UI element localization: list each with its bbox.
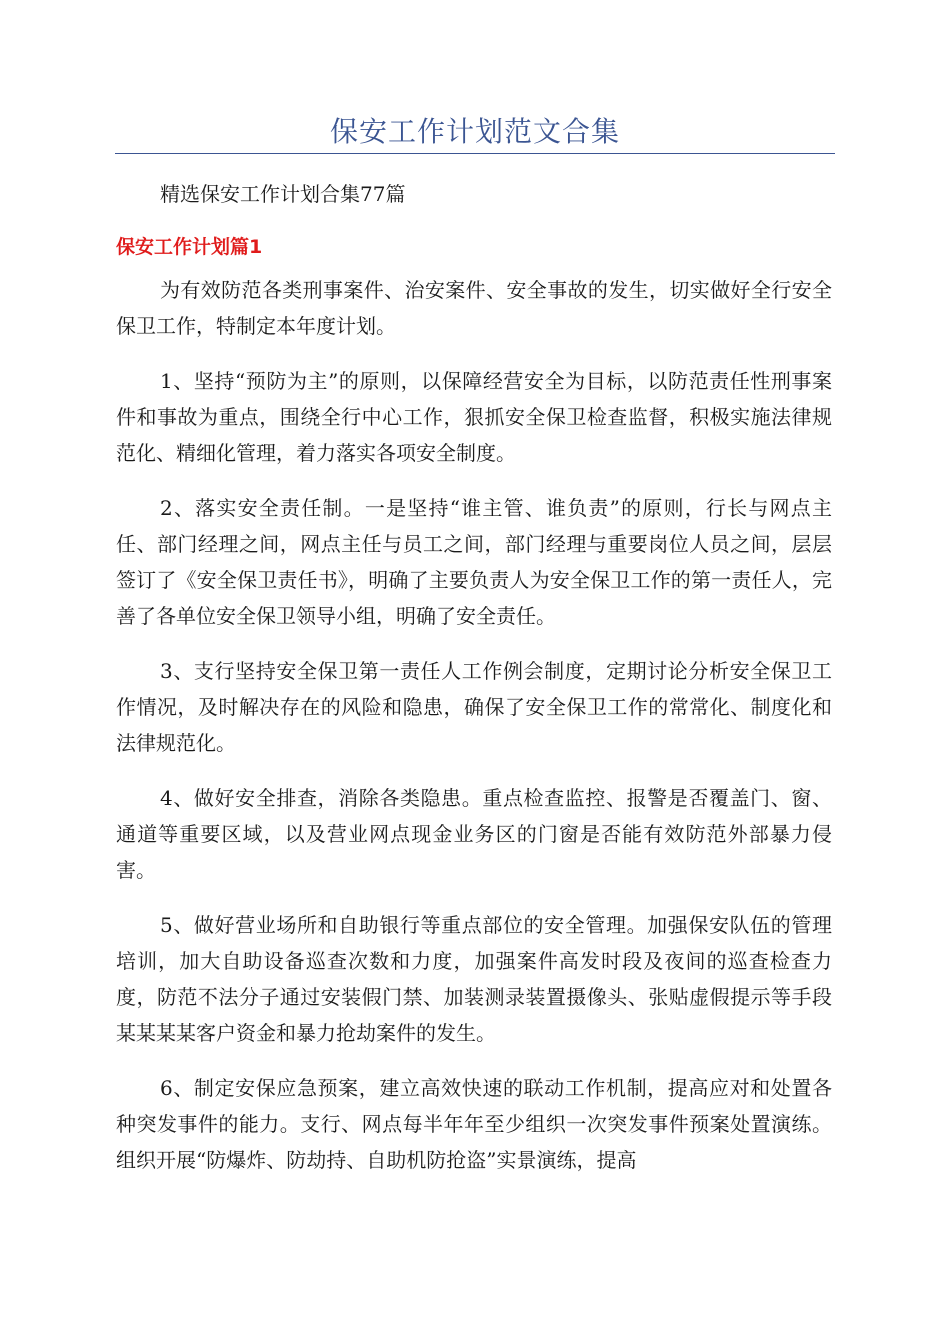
document-subtitle: 精选保安工作计划合集77篇 <box>160 182 406 206</box>
paragraph-intro: 为有效防范各类刑事案件、治安案件、安全事故的发生，切实做好全行安全保卫工作，特制定本年度计划。 <box>116 278 832 338</box>
paragraph-item-3: 3、支行坚持安全保卫第一责任人工作例会制度，定期讨论分析安全保卫工作情况，及时解决存在的风险和隐患，确保了安全保卫工作的常常化、制度化和法律规范化。 <box>116 659 832 755</box>
document-title: 保安工作计划范文合集 <box>329 115 620 148</box>
title-underline <box>115 153 835 154</box>
section-heading: 保安工作计划篇1 <box>116 236 263 258</box>
paragraph-item-5: 5、做好营业场所和自助银行等重点部位的安全管理。加强保安队伍的管理培训，加大自助设备巡查次数和力度，加强案件高发时段及夜间的巡查检查力度，防范不法分子通过安装假门禁、加装测录装置摄像头、张贴虚假提示等手段某某某某客户资金和暴力抢劫案件的发生。 <box>116 913 832 1045</box>
paragraph-item-4: 4、做好安全排查，消除各类隐患。重点检查监控、报警是否覆盖门、窗、通道等重要区域，以及营业网点现金业务区的门窗是否能有效防范外部暴力侵害。 <box>116 786 832 882</box>
paragraph-item-6: 6、制定安保应急预案，建立高效快速的联动工作机制，提高应对和处置各种突发事件的能力。支行、网点每半年年至少组织一次突发事件预案处置演练。组织开展“防爆炸、防劫持、自助机防抢盗”实景演练，提高 <box>116 1076 832 1172</box>
document-body <box>116 176 832 1197</box>
paragraph-item-1: 1、坚持“预防为主”的原则，以保障经营安全为目标，以防范责任性刑事案件和事故为重点，围绕全行中心工作，狠抓安全保卫检查监督，积极实施法律规范化、精细化管理，着力落实各项安全制度。 <box>116 369 832 465</box>
paragraph-item-2: 2、落实安全责任制。一是坚持“谁主管、谁负责”的原则，行长与网点主任、部门经理之间，网点主任与员工之间，部门经理与重要岗位人员之间，层层签订了《安全保卫责任书》，明确了主要负责人为安全保卫工作的第一责任人，完善了各单位安全保卫领导小组，明确了安全责任。 <box>116 496 832 628</box>
